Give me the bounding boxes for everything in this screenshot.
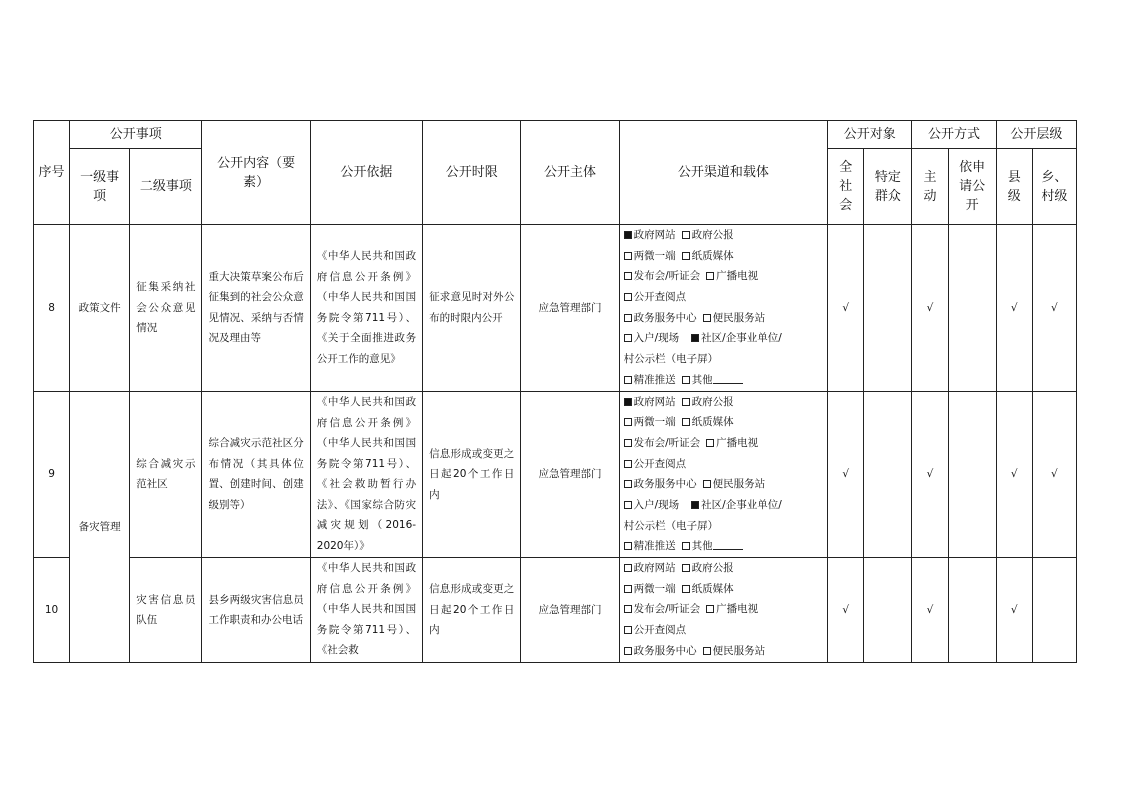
row-level1: 备灾管理	[70, 391, 130, 663]
row-deadline: 征求意见时对外公布的时限内公开	[423, 225, 521, 392]
unchecked-box-icon	[706, 439, 714, 447]
row-content: 县乡两级灾害信息员工作职责和办公电话	[202, 558, 310, 663]
unchecked-box-icon	[624, 626, 632, 634]
unchecked-box-icon	[624, 376, 632, 384]
header-level1: 一级事项	[70, 149, 130, 225]
row-seq: 9	[34, 391, 70, 558]
unchecked-box-icon	[682, 398, 690, 406]
row-subject: 应急管理部门	[521, 558, 619, 663]
row-content: 重大决策草案公布后征集到的社会公众意见情况、采纳与否情况及理由等	[202, 225, 310, 392]
row-deadline: 信息形成或变更之日起20个工作日内	[423, 391, 521, 558]
row-method-active: √	[912, 558, 948, 663]
row-target-all: √	[828, 225, 864, 392]
unchecked-box-icon	[624, 252, 632, 260]
row-target-all: √	[828, 558, 864, 663]
row-level2: 综合减灾示范社区	[130, 391, 202, 558]
unchecked-box-icon	[682, 564, 690, 572]
row-method-apply	[948, 225, 996, 392]
unchecked-box-icon	[706, 272, 714, 280]
disclosure-table	[33, 120, 1077, 663]
row-tier-town: √	[1032, 391, 1076, 558]
unchecked-box-icon	[682, 252, 690, 260]
row-tier-county: √	[996, 225, 1032, 392]
header-level2: 二级事项	[130, 149, 202, 225]
checked-box-icon	[624, 398, 632, 406]
row-method-apply	[948, 558, 996, 663]
unchecked-box-icon	[624, 460, 632, 468]
row-level2: 征集采纳社会公众意见情况	[130, 225, 202, 392]
unchecked-box-icon	[624, 293, 632, 301]
row-level2: 灾害信息员队伍	[130, 558, 202, 663]
unchecked-box-icon	[682, 542, 690, 550]
checked-box-icon	[691, 334, 699, 342]
unchecked-box-icon	[624, 585, 632, 593]
unchecked-box-icon	[624, 314, 632, 322]
row-tier-county: √	[996, 391, 1032, 558]
checked-box-icon	[691, 501, 699, 509]
row-target-all: √	[828, 391, 864, 558]
row-seq: 8	[34, 225, 70, 392]
unchecked-box-icon	[624, 564, 632, 572]
row-tier-town	[1032, 558, 1076, 663]
header-target: 公开对象	[828, 121, 912, 149]
unchecked-box-icon	[624, 334, 632, 342]
header-method: 公开方式	[912, 121, 996, 149]
header-tier: 公开层级	[996, 121, 1076, 149]
header-subject: 公开主体	[521, 121, 619, 225]
checked-box-icon	[624, 231, 632, 239]
unchecked-box-icon	[624, 439, 632, 447]
row-tier-county: √	[996, 558, 1032, 663]
header-target-all: 全社会	[828, 149, 864, 225]
header-method-active: 主动	[912, 149, 948, 225]
row-target-specific	[864, 391, 912, 558]
row-level1: 政策文件	[70, 225, 130, 392]
unchecked-box-icon	[706, 605, 714, 613]
row-channels: 政府网站 政府公报 两微一端 纸质媒体 发布会/听证会 广播电视 公开查阅点 政务服务中心 便民服务站 入户/现场 社区/企事业单位/ 村公示栏（电子屏） 精准推送 其他	[619, 391, 828, 558]
unchecked-box-icon	[624, 605, 632, 613]
unchecked-box-icon	[624, 272, 632, 280]
table-row	[34, 558, 1077, 663]
row-deadline: 信息形成或变更之日起20个工作日内	[423, 558, 521, 663]
row-tier-town: √	[1032, 225, 1076, 392]
row-subject: 应急管理部门	[521, 391, 619, 558]
row-basis: 《中华人民共和国政府信息公开条例》（中华人民共和国国务院令第711号）、《社会救	[310, 558, 422, 663]
unchecked-box-icon	[624, 542, 632, 550]
unchecked-box-icon	[624, 501, 632, 509]
row-target-specific	[864, 558, 912, 663]
unchecked-box-icon	[624, 647, 632, 655]
row-method-apply	[948, 391, 996, 558]
unchecked-box-icon	[682, 418, 690, 426]
unchecked-box-icon	[624, 480, 632, 488]
row-content: 综合减灾示范社区分布情况（其具体位置、创建时间、创建级别等）	[202, 391, 310, 558]
header-target-specific: 特定群众	[864, 149, 912, 225]
header-method-apply: 依申请公开	[948, 149, 996, 225]
header-tier-county: 县级	[996, 149, 1032, 225]
row-target-specific	[864, 225, 912, 392]
header-channels: 公开渠道和载体	[619, 121, 828, 225]
row-channels: 政府网站 政府公报 两微一端 纸质媒体 发布会/听证会 广播电视 公开查阅点 政务服务中心 便民服务站	[619, 558, 828, 663]
unchecked-box-icon	[682, 376, 690, 384]
row-subject: 应急管理部门	[521, 225, 619, 392]
row-basis: 《中华人民共和国政府信息公开条例》（中华人民共和国国务院令第711号）、《社会救助暂行办法》、《国家综合防灾减灾规划（2016-2020年）》	[310, 391, 422, 558]
table-row	[34, 391, 1077, 558]
unchecked-box-icon	[682, 231, 690, 239]
row-channels: 政府网站 政府公报 两微一端 纸质媒体 发布会/听证会 广播电视 公开查阅点 政务服务中心 便民服务站 入户/现场 社区/企事业单位/ 村公示栏（电子屏） 精准推送 其他	[619, 225, 828, 392]
header-matter: 公开事项	[70, 121, 202, 149]
header-deadline: 公开时限	[423, 121, 521, 225]
header-basis: 公开依据	[310, 121, 422, 225]
unchecked-box-icon	[703, 314, 711, 322]
unchecked-box-icon	[624, 418, 632, 426]
unchecked-box-icon	[703, 647, 711, 655]
unchecked-box-icon	[703, 480, 711, 488]
row-seq: 10	[34, 558, 70, 663]
row-method-active: √	[912, 391, 948, 558]
row-basis: 《中华人民共和国政府信息公开条例》（中华人民共和国国务院令第711号）、《关于全面推进政务公开工作的意见》	[310, 225, 422, 392]
header-content: 公开内容（要素）	[202, 121, 310, 225]
unchecked-box-icon	[682, 585, 690, 593]
table-row	[34, 225, 1077, 392]
header-seq: 序号	[34, 121, 70, 225]
header-tier-town: 乡、村级	[1032, 149, 1076, 225]
row-method-active: √	[912, 225, 948, 392]
